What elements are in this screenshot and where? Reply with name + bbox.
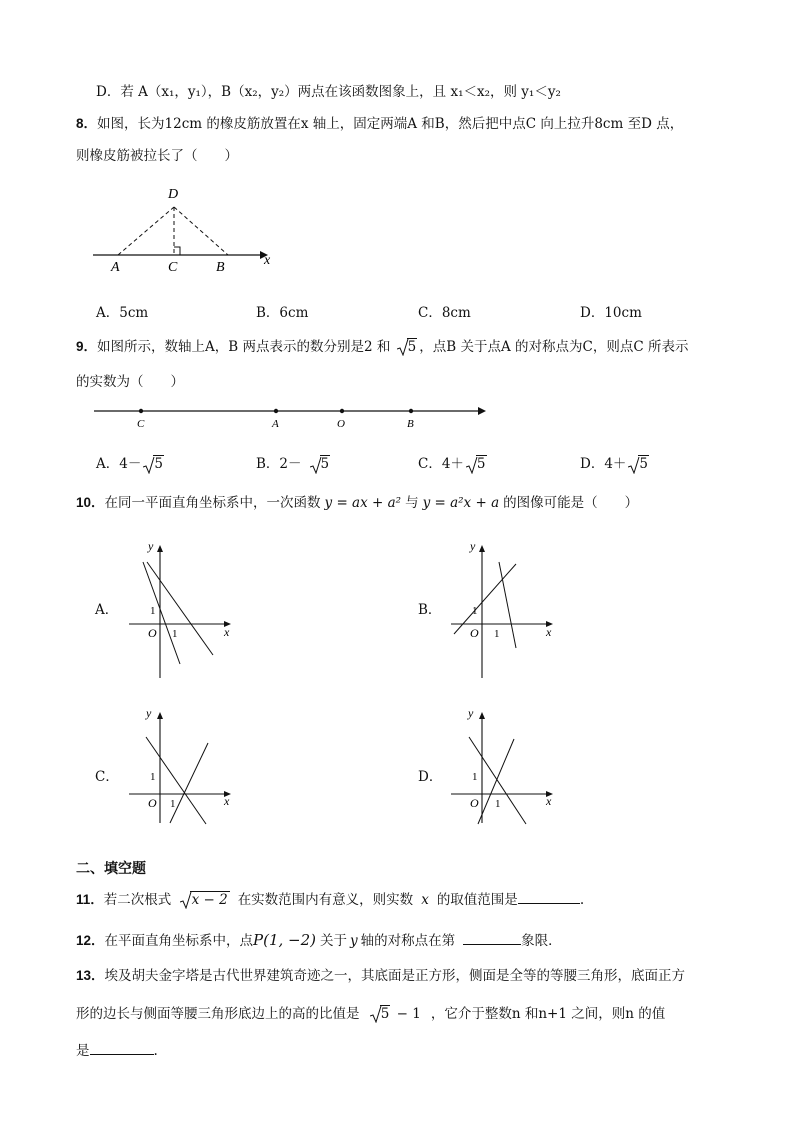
q10-graph-a — [124, 538, 239, 683]
q10-line1 — [76, 493, 638, 513]
q9-option-a-prefix: A．4－ — [96, 456, 142, 472]
q9-sqrt5 — [397, 337, 418, 357]
q10-c-x-label: x — [224, 794, 230, 808]
q9-option-a-radicand: 5 — [154, 456, 163, 472]
q9-sqrt-radicand: 5 — [407, 339, 417, 355]
q10-b-one-x: 1 — [494, 628, 500, 640]
q8-label-b: B — [216, 260, 225, 275]
q10-d-origin: O — [470, 796, 479, 810]
q13-answer-blank[interactable] — [90, 1040, 154, 1055]
q8-option-b[interactable]: B．6cm — [256, 305, 309, 321]
q10-a-origin: O — [148, 626, 157, 640]
q10-text-b: 与 — [405, 495, 419, 511]
q10-graph-b — [446, 538, 561, 683]
q11-end: . — [579, 892, 585, 908]
q10-b-origin: O — [470, 626, 479, 640]
q9-option-a-sqrt — [143, 456, 164, 472]
q12-text-d: 象限． — [521, 933, 562, 949]
q9-option-c-radicand: 5 — [476, 456, 486, 472]
q9-option-b[interactable] — [256, 452, 330, 472]
q12-line — [76, 930, 562, 951]
q10-d-y-label: y — [468, 706, 474, 720]
q13-end: . — [153, 1043, 158, 1059]
q10-a-x-label: x — [224, 625, 230, 639]
q13-line3 — [76, 1040, 158, 1061]
q9-point-o — [340, 409, 344, 413]
q10-b-one-y: 1 — [472, 605, 478, 617]
q10-option-b[interactable]: B． — [418, 602, 442, 618]
q10-b-x-label: x — [546, 625, 552, 639]
q9-option-b-sqrt — [310, 456, 331, 472]
q10-graph-d — [446, 705, 561, 830]
q8-figure — [88, 180, 288, 280]
q10-option-a[interactable]: A． — [95, 602, 119, 618]
q9-option-d-radicand: 5 — [639, 456, 649, 472]
q9-label-a: A — [272, 418, 279, 430]
q13-text-2b: ，它介于整数n 和n+1 之间，则n 的值 — [430, 1006, 666, 1022]
q11-number: 11． — [76, 892, 104, 907]
q9-option-d-prefix: D．4＋ — [580, 456, 627, 472]
q9-label-o: O — [337, 418, 345, 430]
q9-option-d[interactable] — [580, 452, 649, 472]
q8-label-a: A — [111, 260, 120, 275]
q9-number: 9． — [76, 339, 98, 354]
q12-text-c: 轴的对称点在第 — [360, 933, 456, 949]
q9-point-b — [409, 409, 413, 413]
q10-c-one-x: 1 — [170, 798, 176, 810]
q13-number: 13． — [76, 968, 105, 983]
q10-option-d[interactable]: D． — [418, 769, 443, 785]
q9-option-b-radicand: 5 — [320, 456, 330, 472]
q10-graph-c — [124, 705, 239, 830]
q9-label-c: C — [137, 418, 145, 430]
q9-line1 — [76, 337, 688, 357]
q13-line2 — [76, 1004, 665, 1024]
q9-text-a: 如图所示，数轴上A，B 两点表示的数分别是2 和 — [97, 339, 391, 355]
q10-c-one-y: 1 — [150, 771, 156, 783]
q12-text-b: 关于 — [320, 933, 348, 949]
q10-option-c[interactable]: C． — [95, 769, 119, 785]
q12-variable: y — [350, 933, 358, 949]
q13-sqrt — [370, 1004, 391, 1024]
q10-d-one-x: 1 — [495, 798, 501, 810]
q10-a-y-label: y — [148, 539, 154, 553]
q11-sqrt — [180, 890, 230, 910]
q13-text-3: 是 — [76, 1043, 90, 1059]
q9-label-b: B — [407, 418, 414, 430]
q9-option-c-prefix: C．4＋ — [418, 456, 464, 472]
q8-label-c: C — [168, 260, 178, 275]
q11-text-c: 的取值范围是 — [436, 892, 518, 908]
q8-option-a[interactable]: A．5cm — [96, 305, 149, 321]
q12-answer-blank[interactable] — [463, 930, 521, 945]
q9-point-c — [139, 409, 143, 413]
q8-label-x: x — [264, 253, 271, 268]
q9-option-a[interactable] — [96, 452, 164, 472]
q10-formula-2: y = a²x + a — [422, 495, 500, 511]
q9-point-a — [274, 409, 278, 413]
q10-c-origin: O — [148, 796, 157, 810]
q8-option-d[interactable]: D．10cm — [580, 305, 642, 321]
q10-text-c: 的图像可能是（ ） — [503, 495, 639, 511]
q12-point: P(1, −2) — [253, 931, 317, 949]
q10-c-y-label: y — [146, 706, 152, 720]
q11-text-a: 若二次根式 — [103, 892, 172, 908]
q13-line1 — [76, 966, 685, 986]
q7-option-d: D．若 A（x₁，y₁），B（x₂，y₂）两点在该函数图象上，且 x₁＜x₂，则 y₁＜y₂ — [96, 84, 561, 100]
q10-d-x-label: x — [546, 794, 552, 808]
section-title: 二、填空题 — [76, 861, 146, 877]
q12-text-a: 在平面直角坐标系中，点 — [104, 933, 254, 949]
q9-option-b-prefix: B．2－ — [256, 456, 302, 472]
q13-sqrt-tail: − 1 — [392, 1006, 421, 1022]
q9-option-c[interactable] — [418, 452, 487, 472]
q11-text-b: 在实数范围内有意义，则实数 — [237, 892, 414, 908]
q10-a-one-x: 1 — [172, 628, 178, 640]
q11-line — [76, 889, 584, 910]
q10-number: 10． — [76, 495, 105, 510]
q8-label-d: D — [168, 187, 179, 202]
q9-option-c-sqrt — [466, 456, 487, 472]
q11-answer-blank[interactable] — [518, 889, 580, 904]
q11-variable: x — [421, 892, 429, 908]
q12-number: 12． — [76, 933, 105, 948]
q10-a-one-y: 1 — [150, 605, 156, 617]
q9-line2: 的实数为（ ） — [76, 374, 184, 390]
q8-option-c[interactable]: C．8cm — [418, 305, 471, 321]
q13-text-2a: 形的边长与侧面等腰三角形底边上的高的比值是 — [76, 1006, 360, 1022]
q10-formula-1: y = ax + a² — [324, 495, 402, 511]
q11-radicand: x − 2 — [191, 892, 228, 908]
q10-text-a: 在同一平面直角坐标系中，一次函数 — [104, 495, 321, 511]
q8-number: 8． — [76, 116, 98, 131]
q13-text-1: 埃及胡夫金字塔是古代世界建筑奇迹之一，其底面是正方形，侧面是全等的等腰三角形，底面正方 — [104, 968, 686, 984]
q9-text-b: ，点B 关于点A 的对称点为C，则点C 所表示 — [419, 339, 689, 355]
q8-line1 — [76, 114, 683, 134]
q9-number-line — [88, 400, 498, 432]
q9-option-d-sqrt — [628, 456, 649, 472]
q10-b-y-label: y — [470, 539, 476, 553]
q10-d-one-y: 1 — [472, 771, 478, 783]
q8-line2: 则橡皮筋被拉长了（ ） — [76, 148, 238, 164]
q8-text-1: 如图，长为12cm 的橡皮筋放置在x 轴上，固定两端A 和B，然后把中点C 向上拉升8cm 至D 点， — [97, 116, 684, 132]
q13-radicand: 5 — [380, 1006, 390, 1022]
